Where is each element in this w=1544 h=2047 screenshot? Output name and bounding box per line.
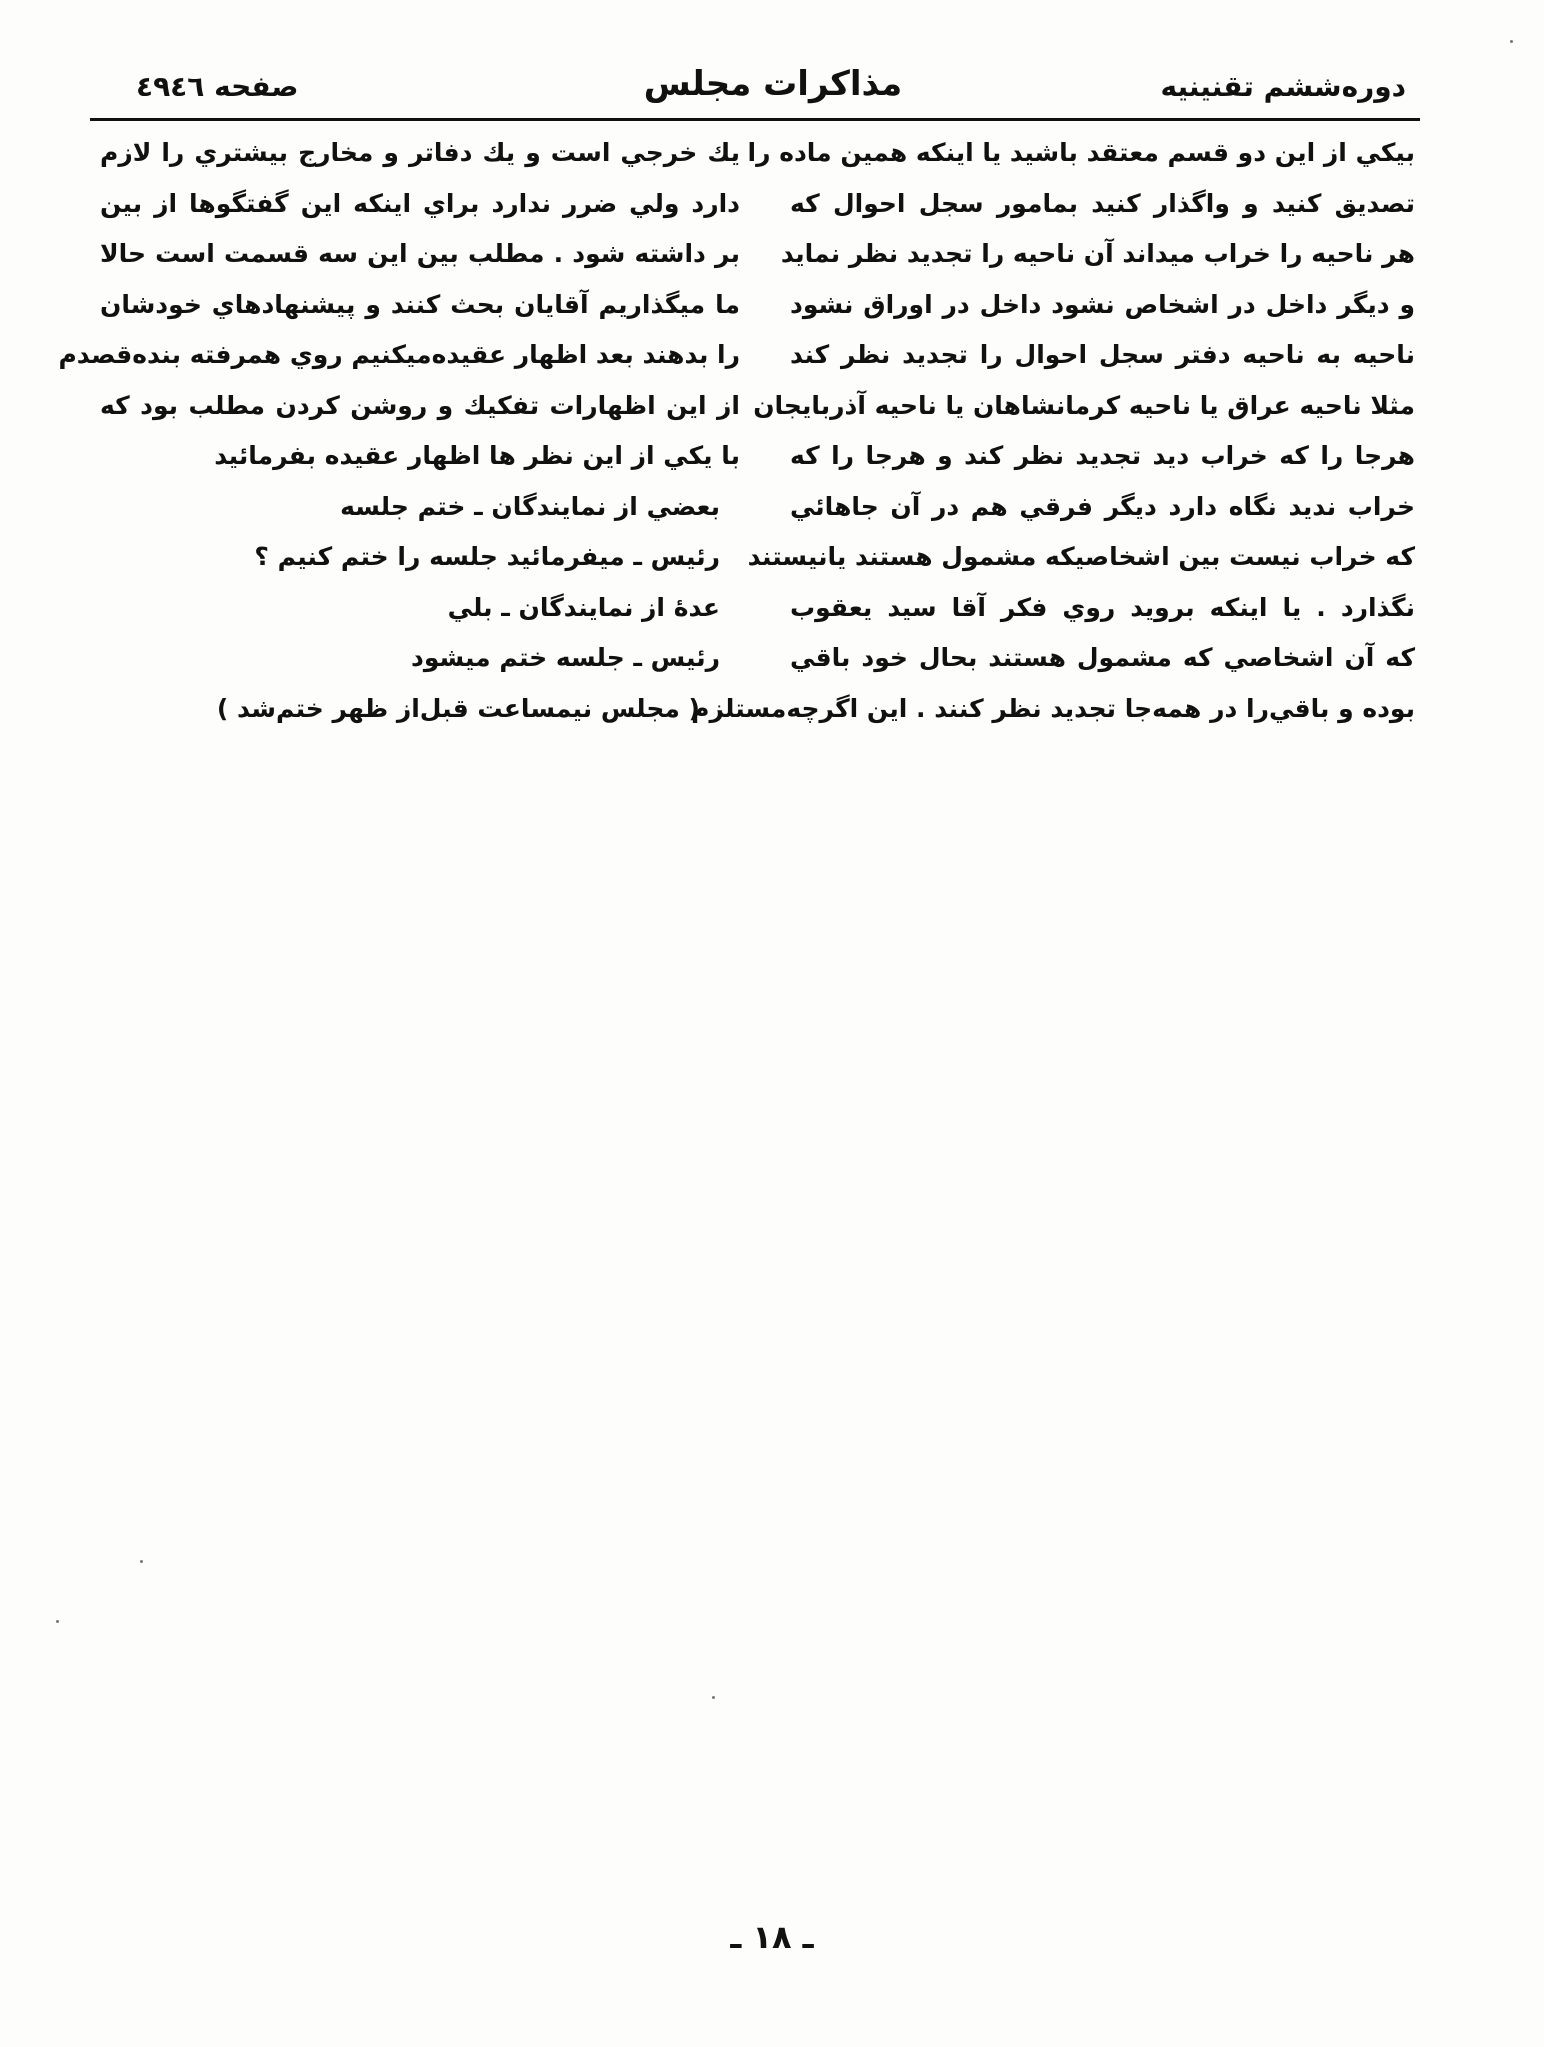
page-title: مذاكرات مجلس (643, 64, 903, 104)
text-line: نگذارد . يا اينكه برويد روي فكر آقا سيد يعقوب (790, 592, 1415, 622)
page-label: صفحه ٤٩٤٦ (136, 70, 299, 103)
text-line: بوده و باقي‌را در همه‌جا تجديد نظر كنند . اين اگرچه‌مستلزم (691, 693, 1415, 723)
text-line: يك خرجي است و يك دفاتر و مخارج بيشتري را لازم (100, 138, 740, 167)
page-number: ـ ١٨ ـ (730, 1918, 814, 1956)
scan-speck (56, 1620, 59, 1623)
text-line: ناحيه به ناحيه دفتر سجل احوال را تجديد نظر كند (790, 340, 1415, 369)
text-line: خراب نديد نگاه دارد ديگر فرقي هم در آن جاهائي (790, 491, 1415, 521)
speaker-line: رئيس ـ جلسه ختم ميشود (411, 643, 720, 672)
text-line: هرجا را كه خراب ديد تجديد نظر كند و هرجا را كه (790, 441, 1415, 470)
text-line: بيكي از اين دو قسم معتقد باشيد يا اينكه همين ماده را (747, 138, 1415, 167)
text-line: بر داشته شود . مطلب بين اين سه قسمت است حالا (100, 239, 740, 268)
header-divider (90, 118, 1420, 121)
session-closing-note: ( مجلس نيمساعت قبل‌از ظهر ختم‌شد ) (216, 693, 700, 723)
speaker-line: رئيس ـ ميفرمائيد جلسه را ختم كنيم ؟ (254, 542, 720, 571)
scan-speck (1510, 40, 1513, 43)
scan-speck (140, 1560, 143, 1563)
text-line: كه آن اشخاصي كه مشمول هستند بحال خود باقي (790, 643, 1415, 672)
text-line: و ديگر داخل در اشخاص نشود داخل در اوراق نشود (790, 289, 1415, 319)
text-line: هر ناحيه را خراب ميداند آن ناحيه را تجديد نظر نمايد (780, 239, 1415, 268)
text-line: از اين اظهارات تفكيك و روشن كردن مطلب بود كه (100, 390, 740, 420)
left-column (58, 128, 740, 734)
text-line: ما ميگذاريم آقايان بحث كنند و پيشنهادهاي خودشان (100, 289, 740, 319)
text-line: با يكي از اين نظر ها اظهار عقيده بفرمائيد (214, 441, 740, 470)
speaker-line: بعضي از نمايندگان ـ ختم جلسه (340, 491, 720, 521)
text-line: تصديق كنيد و واگذار كنيد بمامور سجل احوال كه (790, 188, 1415, 218)
text-line: كه خراب نيست بين اشخاصيكه مشمول هستند يانيستند (747, 542, 1415, 571)
text-line: دارد ولي ضرر ندارد براي اينكه اين گفتگوها از بين (100, 188, 740, 218)
speaker-line: عدهٔ از نمايندگان ـ بلي (447, 592, 720, 622)
scan-speck (712, 1696, 715, 1699)
session-label: دوره‌ششم تقنينيه (1160, 70, 1406, 103)
text-line: مثلا ناحيه عراق يا ناحيه كرمانشاهان يا ناحيه آذربايجان (753, 390, 1415, 420)
right-column (691, 128, 1415, 734)
page-header (128, 62, 1418, 114)
text-line: را بدهند بعد اظهار عقيده‌ميكنيم روي همرفته بنده‌قصدم (58, 340, 740, 369)
